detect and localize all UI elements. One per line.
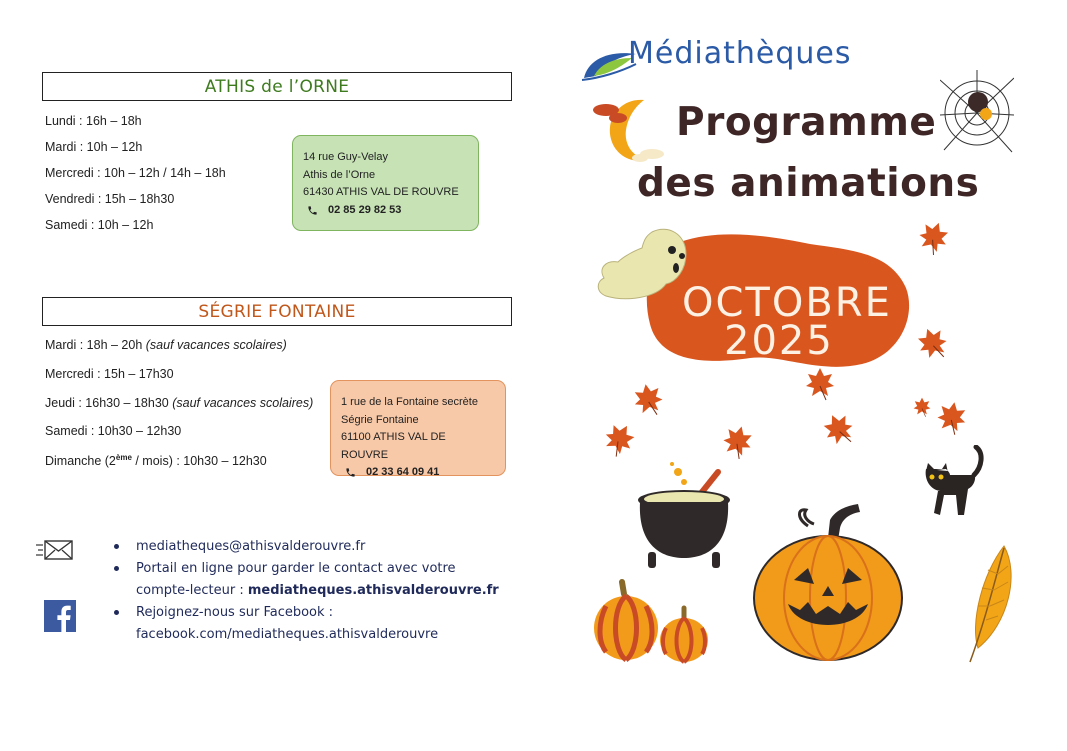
hours-line: Mardi : 10h – 12h	[45, 140, 143, 154]
email-icon	[36, 539, 74, 561]
portal-link[interactable]: mediatheques.athisvalderouvre.fr	[247, 583, 499, 598]
small-pumpkins-icon	[592, 576, 712, 664]
moon-icon	[592, 92, 682, 172]
phone-icon	[345, 467, 356, 478]
phone-row	[303, 202, 468, 220]
hours-line: Vendredi : 15h – 18h30	[45, 192, 175, 206]
hours-line: Mardi : 18h – 20h (sauf vacances scolaires)	[45, 338, 287, 352]
hours-line: Lundi : 16h – 18h	[45, 114, 142, 128]
hours-line: Mercredi : 15h – 17h30	[45, 367, 174, 381]
address-line: 14 rue Guy-Velay	[303, 151, 388, 163]
address-line: 1 rue de la Fontaine secrète	[341, 396, 478, 408]
facebook-text: Rejoignez-nous sur Facebook :	[136, 605, 334, 620]
portal-text: Portail en ligne pour garder le contact avec votre	[136, 561, 456, 576]
list-item	[114, 558, 499, 602]
athis-address-box	[292, 135, 479, 231]
contact-list	[114, 536, 499, 646]
leaves-layer	[600, 210, 980, 470]
cat-icon	[920, 445, 984, 517]
cauldron-icon	[634, 462, 734, 572]
portal-text: compte-lecteur :	[136, 583, 248, 598]
list-item	[114, 602, 499, 646]
phone-row	[341, 464, 495, 482]
address-line: Ségrie Fontaine	[341, 413, 419, 426]
address-line: 61100 ATHIS VAL DE ROUVRE	[341, 431, 446, 461]
spiderweb-icon	[940, 70, 1014, 156]
hours-line: Jeudi : 16h30 – 18h30 (sauf vacances scolaires)	[45, 396, 314, 410]
logo-text: Médiathèques	[628, 36, 852, 71]
hours-line: Samedi : 10h – 12h	[45, 218, 154, 232]
hours-line: Dimanche (2ème / mois) : 10h30 – 12h30	[45, 453, 267, 469]
facebook-link[interactable]: facebook.com/mediatheques.athisvalderouvre	[136, 627, 439, 642]
cover-title-line1: Programme	[676, 100, 937, 145]
phone-icon	[307, 205, 318, 216]
athis-title: ATHIS de l’ORNE	[42, 72, 512, 101]
phone-number[interactable]: 02 33 64 09 41	[366, 466, 440, 478]
cover-title-line2: des animations	[637, 161, 980, 206]
jack-o-lantern-icon	[748, 498, 908, 662]
list-item	[114, 536, 499, 558]
hours-line: Mercredi : 10h – 12h / 14h – 18h	[45, 166, 226, 180]
cover-year: 2025	[724, 318, 834, 364]
hours-line: Samedi : 10h30 – 12h30	[45, 424, 182, 438]
address-line: Athis de l’Orne	[303, 168, 376, 181]
autumn-leaf-icon	[964, 544, 1014, 664]
segrie-address-box	[330, 380, 506, 476]
facebook-icon[interactable]	[44, 600, 76, 632]
segrie-title: SÉGRIE FONTAINE	[42, 297, 512, 326]
email-link[interactable]: mediatheques@athisvalderouvre.fr	[136, 539, 366, 554]
address-line: 61430 ATHIS VAL DE ROUVRE	[303, 186, 459, 198]
phone-number[interactable]: 02 85 29 82 53	[328, 203, 402, 216]
cover-month: OCTOBRE	[682, 280, 892, 326]
